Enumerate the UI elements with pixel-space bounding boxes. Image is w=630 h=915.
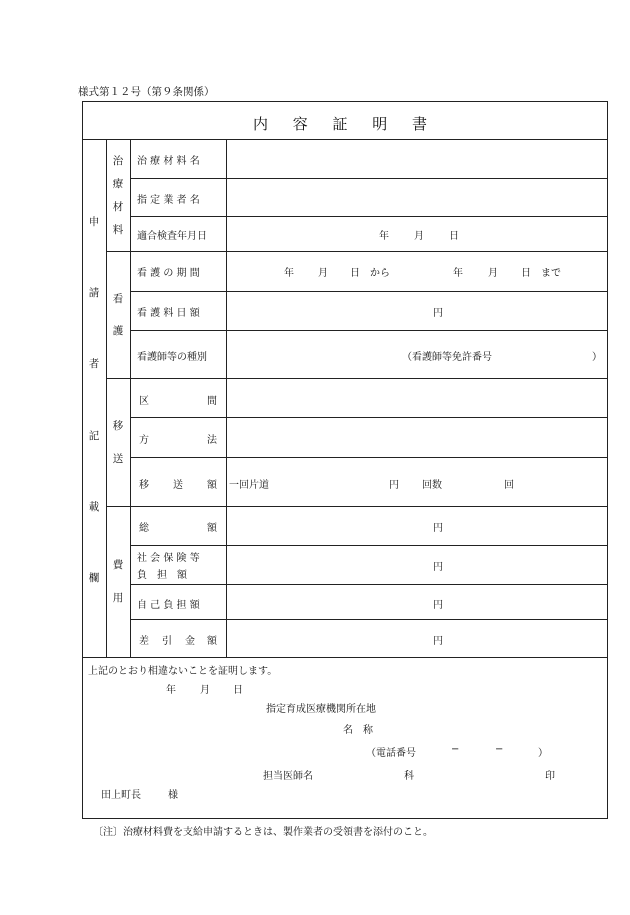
nurse-type-label: 看護師等の種別 — [137, 352, 207, 363]
side-label-char: 申 — [88, 216, 100, 228]
period-year-1: 年 — [284, 268, 294, 279]
license-number-close: ） — [592, 352, 602, 363]
row-line — [130, 216, 608, 217]
total-yen: 円 — [433, 523, 443, 534]
inspection-month: 月 — [414, 231, 424, 242]
row-line — [130, 178, 608, 179]
group-label-transport-char: 移 — [112, 420, 124, 432]
license-number-open: （看護師等免許番号 — [402, 352, 492, 363]
balance-label-b: 引 — [162, 636, 172, 647]
phone-dash-1: − — [451, 744, 460, 755]
section-label-b: 間 — [207, 396, 217, 407]
seal-label: 印 — [545, 771, 555, 782]
phone-close: ） — [538, 748, 548, 759]
transport-amount-label-a: 移 — [139, 480, 149, 491]
group-label-cost-char: 用 — [112, 592, 124, 604]
method-label-b: 法 — [207, 435, 217, 446]
department-label: 科 — [404, 771, 414, 782]
group-line — [106, 506, 608, 507]
material-name-label: 治 療 材 料 名 — [137, 156, 200, 167]
section-label-a: 区 — [139, 396, 149, 407]
row-line — [130, 330, 608, 331]
group-label-nursing-char: 看 — [112, 293, 124, 305]
row-line — [130, 417, 608, 418]
self-pay-yen: 円 — [433, 600, 443, 611]
group-label-cost-char: 費 — [112, 559, 124, 571]
side-label-char: 請 — [88, 287, 100, 299]
doctor-label: 担当医師名 — [263, 771, 313, 782]
period-month-1: 月 — [318, 268, 328, 279]
period-from: から — [370, 268, 390, 279]
addressee: 田上町長 — [101, 790, 141, 801]
one-way-label: 一回片道 — [229, 480, 269, 491]
page-title: 内 容 証 明 書 — [252, 115, 438, 133]
side-label-char: 欄 — [88, 572, 100, 584]
total-label-a: 総 — [139, 523, 149, 534]
group-label-material-char: 材 — [112, 201, 124, 213]
row-line — [130, 457, 608, 458]
method-label-a: 方 — [139, 435, 149, 446]
row-line — [130, 584, 608, 585]
institution-address-label: 指定育成医療機関所在地 — [266, 704, 376, 715]
side-label-char: 載 — [88, 501, 100, 513]
footnote: 〔注〕治療材料費を支給申請するときは、製作業者の受領書を添付のこと。 — [93, 827, 433, 838]
form-number: 様式第１２号（第９条関係） — [78, 86, 215, 98]
table-bottom-line — [82, 657, 608, 658]
self-pay-label: 自 己 負 担 額 — [137, 600, 200, 611]
group-label-material-char: 料 — [112, 224, 124, 236]
balance-label-a: 差 — [139, 636, 149, 647]
insurance-label-line2: 負 担 額 — [137, 570, 187, 581]
group-label-transport-char: 送 — [112, 453, 124, 465]
insurance-yen: 円 — [433, 562, 443, 573]
title-divider — [82, 139, 608, 140]
trip-count-unit: 回 — [504, 480, 514, 491]
inspection-date-label: 適合検査年月日 — [137, 231, 207, 242]
group-line — [106, 378, 608, 379]
nursing-period-label: 看 護 の 期 間 — [137, 268, 200, 279]
phone-dash-2: − — [495, 744, 504, 755]
trip-count-label: 回数 — [422, 480, 442, 491]
balance-label-d: 額 — [207, 636, 217, 647]
supplier-label: 指 定 業 者 名 — [137, 195, 200, 206]
period-year-2: 年 — [453, 268, 463, 279]
total-label-b: 額 — [207, 523, 217, 534]
certification-statement: 上記のとおり相違ないことを証明します。 — [88, 666, 278, 677]
cert-month: 月 — [200, 685, 210, 696]
institution-name-label: 名 称 — [343, 725, 373, 736]
addressee-honorific: 様 — [168, 790, 178, 801]
transport-amount-label-c: 額 — [207, 480, 217, 491]
period-until: まで — [541, 268, 561, 279]
nursing-daily-label: 看 護 料 日 額 — [137, 308, 200, 319]
group-label-material-char: 治 — [112, 155, 124, 167]
period-day-2: 日 — [521, 268, 531, 279]
one-way-yen: 円 — [389, 480, 399, 491]
cert-day: 日 — [233, 685, 243, 696]
nursing-daily-yen: 円 — [433, 308, 443, 319]
group-label-material-char: 療 — [112, 178, 124, 190]
balance-yen: 円 — [433, 636, 443, 647]
group-label-nursing-char: 護 — [112, 325, 124, 337]
row-line — [130, 545, 608, 546]
group-line — [106, 251, 608, 252]
cert-year: 年 — [166, 685, 176, 696]
divider-side-col — [106, 139, 107, 657]
period-day-1: 日 — [350, 268, 360, 279]
inspection-day: 日 — [449, 231, 459, 242]
phone-label: （電話番号 — [366, 748, 416, 759]
period-month-2: 月 — [488, 268, 498, 279]
inspection-year: 年 — [379, 231, 389, 242]
row-line — [130, 619, 608, 620]
row-line — [130, 291, 608, 292]
transport-amount-label-b: 送 — [173, 480, 183, 491]
insurance-label-line1: 社 会 保 険 等 — [137, 553, 200, 564]
side-label-char: 記 — [88, 430, 100, 442]
side-label-char: 者 — [88, 358, 100, 370]
balance-label-c: 金 — [185, 636, 195, 647]
